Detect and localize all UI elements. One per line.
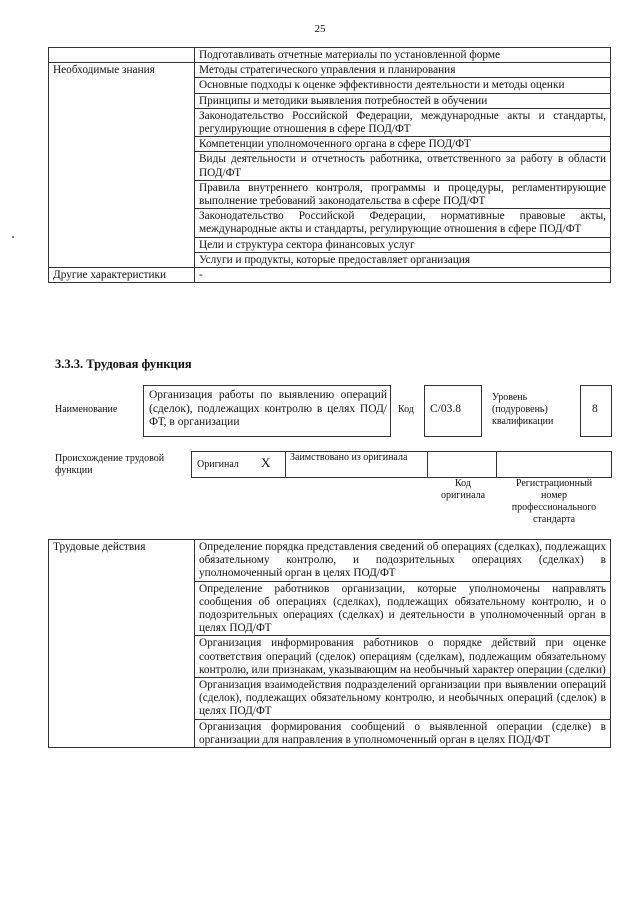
action-item: Определение порядка представления сведений об операциях (сделках), подлежащих обязательному контролю, и подозрительных операциях (сделках) в уполномоченный орган в целях ПОД/ФТ [195, 540, 611, 582]
row-text: Подготавливать отчетные материалы по установленной форме [195, 48, 611, 63]
row-label [49, 48, 195, 63]
level-label: Уровень (подуровень) квалификации [492, 392, 554, 427]
row-text: Методы стратегического управления и планирования [195, 63, 611, 78]
name-label: Наименование [55, 404, 118, 415]
row-text: Виды деятельности и отчетность работника, ответственного за работу в области ПОД/ФТ [195, 152, 611, 180]
row-text: - [195, 268, 611, 283]
name-value: Организация работы по выявлению операций (сделок), подлежащих контролю в целях ПОД/ФТ, в организации [149, 389, 387, 428]
table-row [49, 540, 611, 582]
row-text: Законодательство Российской Федерации, нормативные правовые акты, международные акты и стандарты, регулирующие отношения в сфере ПОД/ФТ [195, 209, 611, 237]
row-text: Законодательство Российской Федерации, международные акты и стандарты, регулирующие отношения в сфере ПОД/ФТ [195, 108, 611, 136]
table-row [49, 268, 611, 283]
origin-divider [285, 451, 286, 477]
row-text: Услуги и продукты, которые предоставляет организация [195, 252, 611, 267]
code-value: C/03.8 [430, 403, 461, 415]
row-text: Правила внутреннего контроля, программы и процедуры, регламентирующие выполнение требований законодательства в сфере ПОД/ФТ [195, 180, 611, 208]
table-row [49, 48, 611, 63]
origin-divider [427, 451, 428, 477]
level-value: 8 [592, 403, 598, 415]
row-text: Основные подходы к оценке эффективности деятельности и методы оценки [195, 78, 611, 93]
original-label: Оригинал [197, 459, 239, 470]
row-text: Компетенции уполномоченного органа в сфере ПОД/ФТ [195, 137, 611, 152]
code-label: Код [398, 404, 414, 415]
scan-speck [12, 236, 14, 238]
labor-actions-table [48, 539, 611, 748]
page-number: 25 [314, 23, 326, 35]
row-label-knowledge: Необходимые знания [49, 63, 195, 268]
code-caption: Код оригинала [440, 478, 486, 501]
table-row [49, 63, 611, 78]
row-text: Цели и структура сектора финансовых услуг [195, 237, 611, 252]
row-label-other: Другие характеристики [49, 268, 195, 283]
action-item: Организация взаимодействия подразделений организации при выявлении операций (сделок), подлежащих обязательному контролю, и необычных операций (сделок) в целях ПОД/ФТ [195, 678, 611, 720]
action-item: Определение работников организации, которые уполномочены направлять сообщения об операциях (сделках), подлежащих обязательному контролю, и о подозрительных операциях (сделках) и деятельности в уполномоченный орган в целях ПОД/ФТ [195, 581, 611, 636]
origin-label: Происхождение трудовой функции [55, 453, 165, 476]
original-mark: X [261, 455, 271, 470]
row-text: Принципы и методики выявления потребностей в обучении [195, 93, 611, 108]
action-item: Организация формирования сообщений о выявленной операции (сделке) в организации для направления в уполномоченный орган в целях ПОД/ФТ [195, 719, 611, 747]
reg-caption: Регистрационный номер профессионального стандарта [511, 478, 597, 525]
origin-divider [496, 451, 497, 477]
borrowed-label: Заимствовано из оригинала [290, 452, 408, 463]
knowledge-table [48, 47, 611, 283]
action-item: Организация информирования работников о порядке действий при оценке соответствия операций (сделок) операциям (сделкам), подлежащим обязательному контролю, или признакам, указывающим на необычный характер операции (сделки) [195, 636, 611, 678]
row-label-actions: Трудовые действия [49, 540, 195, 748]
section-heading: 3.3.3. Трудовая функция [55, 357, 192, 371]
